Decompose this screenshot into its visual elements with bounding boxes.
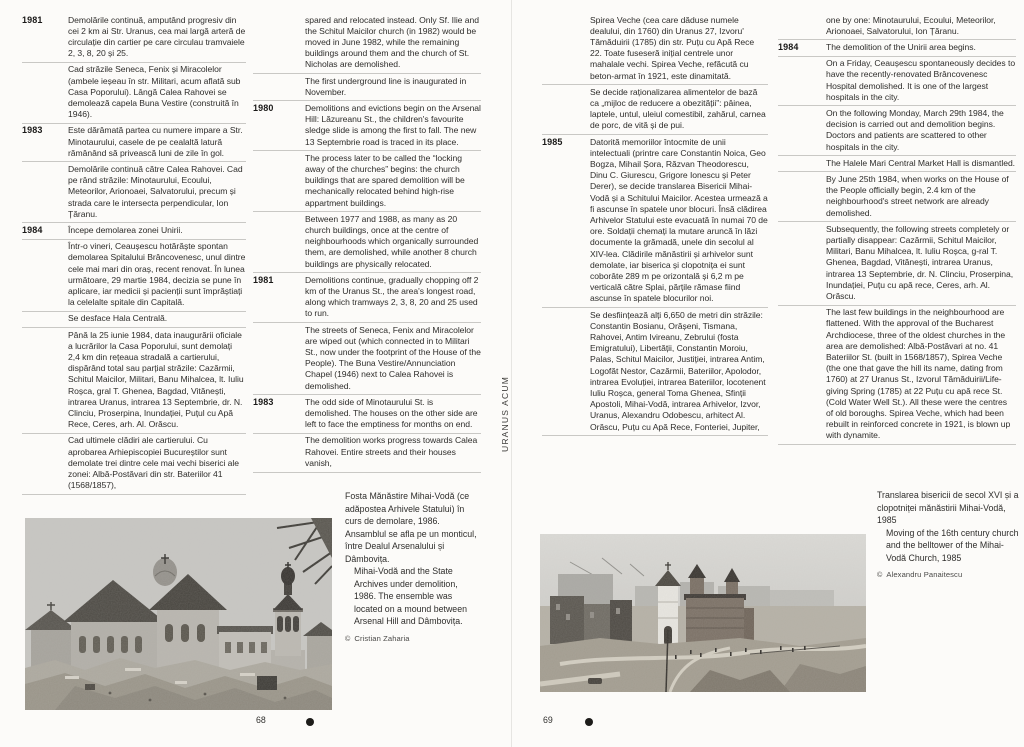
timeline-year <box>22 64 68 120</box>
photo-caption-left <box>345 490 479 645</box>
timeline-year <box>778 224 826 302</box>
page-marker-dot-right <box>585 718 593 726</box>
timeline-text: Cad străzile Seneca, Fenix și Miracolelor (ambele ieșeau în str. Militari, acum aflată sub Casa Poporului). Lângă Calea Rahovei se demolează capela Buna Vestire (construită în 1946). <box>68 64 241 120</box>
timeline-text: Between 1977 and 1988, as many as 20 church buildings, once at the centre of neighbourhoods which organically surrounded them, are demolished, while another 8 church buildings are physically relocated. <box>305 213 479 269</box>
timeline-year: 1981 <box>253 274 274 285</box>
timeline-entry <box>22 63 246 124</box>
timeline-text: Demolările continuă către Calea Rahovei. Cad pe rând străzile: Minotaurului, Ecoului, Meteorilor, Arionoaei, Salvatorului, precum și strada care le intersecta perpendicular, Ion Țăranu. <box>68 163 243 219</box>
timeline-entry <box>778 13 1016 40</box>
timeline-year <box>253 15 305 71</box>
timeline-text: Demolitions continue, gradually chopping off 2 km of the Uranus St., the area's longest road, along which tramways 2, 3, 8, 20 and 25 used to run. <box>305 274 479 319</box>
timeline-year <box>253 214 305 270</box>
timeline-column-ro-right <box>542 13 768 436</box>
timeline-entry <box>22 162 246 223</box>
page-number-left: 68 <box>256 715 266 725</box>
timeline-text: Este dărâmată partea cu numere impare a Str. Minotaurului, casele de pe cealaltă latură rămânând să privească luni de zile în gol. <box>68 125 243 158</box>
timeline-year <box>253 325 305 392</box>
timeline-text: The process later to be called the “locking away of the churches” begins: the church buildings that are spared demolition will be mechanically relocated behind high-rise appartment buildings. <box>305 152 465 208</box>
timeline-year: 1984 <box>22 224 43 235</box>
timeline-entry <box>22 328 246 434</box>
timeline-entry <box>542 13 768 85</box>
timeline-entry <box>22 13 246 63</box>
caption-text-ro: Fosta Mănăstire Mihai-Vodă (ce adăpostea Arhivele Statului) în curs de demolare, 1986. Ansamblul se afla pe un monticul, între Dealul Arsenalului și Dâmbovița. <box>345 491 477 564</box>
timeline-column-ro-left <box>22 13 246 495</box>
timeline-entry <box>778 172 1016 222</box>
page-number-right: 69 <box>543 715 553 725</box>
timeline-text: Cad ultimele clădiri ale cartierului. Cu aprobarea Arhiepiscopiei Bucureștilor sunt demolate trei dintre cele mai vechi biserici ale zonei: Albă-Postăvari din str. Bateriilor 41 (1568/1857), <box>68 435 239 491</box>
timeline-year <box>22 435 68 491</box>
copyright-icon: © <box>877 570 883 579</box>
page-marker-dot-left <box>306 718 314 726</box>
timeline-entry <box>253 151 481 212</box>
timeline-year <box>22 313 68 324</box>
photo-caption-right <box>877 489 1021 582</box>
timeline-year <box>253 153 305 209</box>
timeline-text: Se desființează alți 6,650 de metri din străzile: Constantin Bosianu, Orășeni, Tismana, Rahovei, Antim Ivireanu, Zebrului (fosta Emigratului), Libertății, Constantin Moroiu, Palas, Schitul Maicilor, Justiției, intrarea Antim, Logofăt Nestor, Cazărmii, Bateriilor, Apolodor, intrarea Evoluției, intrarea Bateriilor, locotenent Iuliu Roșca, general Toma Ghenea, Sfinții Apostoli, Mihai-Vodă, intrarea Arhivelor, Izvor, Uranus, Alexandru Odobescu, arhitect Al. Orăscu, Puțu cu Apă Rece, Fonteriei, Jupiter, <box>590 309 766 432</box>
timeline-text: Demolările continuă, amputând progresiv din cei 2 km ai Str. Uranus, cea mai largă arteră de circulație din cartier pe care circulau tramvaiele 2, 3, 8, 20 și 25. <box>68 14 246 59</box>
photo-credit <box>877 569 1021 582</box>
timeline-entry <box>253 74 481 101</box>
timeline-year: 1980 <box>253 102 274 113</box>
timeline-text: Demolitions and evictions begin on the Arsenal Hill: Lăzureanu St., the children's favourite sledge slide is among the first to fall. The new 13 Septembrie road is traced in its place. <box>305 102 481 147</box>
timeline-year: 1981 <box>22 14 43 25</box>
timeline-entry <box>22 434 246 495</box>
timeline-year <box>778 158 826 169</box>
timeline-text: The first underground line is inaugurated in November. <box>305 75 467 97</box>
chapter-title-vertical: URANUS ACUM <box>500 375 510 452</box>
timeline-column-en-right <box>778 13 1016 445</box>
timeline-text: On a Friday, Ceaușescu spontaneously decides to have the recently-renovated Brâncovenesc Hospital demolished. It is one of the largest hospitals in the city. <box>826 58 1016 102</box>
caption-text-ro: Translarea bisericii de secol XVI și a clopotniței mănăstirii Mihai-Vodă, 1985 <box>877 490 1019 525</box>
timeline-entry <box>778 106 1016 156</box>
timeline-entry <box>778 57 1016 107</box>
timeline-year <box>22 164 68 220</box>
timeline-text: Spirea Veche (cea care dăduse numele dealului, din 1760) din Uranus 27, Izvoru' Tămăduirii (1785) din str. Puțu cu Apă Rece 22. Toate fuseseră inițial centrele unor mahalale vechi. Spirea Veche, refăcută cu beton-armat în 1921, este dinamitată. <box>590 14 755 81</box>
timeline-text: Datorită memoriilor întocmite de unii intelectuali (printre care Constantin Noica, Geo Bogza, Mihail Șora, Răzvan Theodorescu, Dinu C. Giurescu, Grigore Ionescu și Peter Derer), se decide translarea Bisericii Mihai-Vodă și a Schitului Maicilor. Acestea urmează a fi ascunse în spatele unor blocuri. Însă clădirea Arhivelor Statului este evacuată în numai 70 de ore. Soldații chemați la mutare aruncă în lăzi documente la grămadă, unele din secolul al XIV-lea. Clădirile mănăstirii și arhivelor sunt demolate, iar biserica și clopotnița ei sunt coborâte 289 m pe orizontală și 6,2 m pe verticală către Splai, părțile rămase fiind ascunse în spatele blocurilor noi. <box>590 136 768 304</box>
copyright-icon: © <box>345 633 351 643</box>
photo-credit-name: Alexandru Panaitescu <box>886 570 963 579</box>
timeline-year: 1984 <box>778 41 799 52</box>
timeline-year <box>22 330 68 431</box>
timeline-entry <box>253 434 481 473</box>
timeline-entry <box>253 395 481 434</box>
timeline-text: Începe demolarea zonei Unirii. <box>68 224 183 235</box>
photo-church-translation <box>540 534 866 692</box>
timeline-entry <box>542 85 768 135</box>
timeline-year <box>778 307 826 441</box>
timeline-entry <box>778 40 1016 56</box>
timeline-year <box>253 435 305 469</box>
timeline-text: Subsequently, the following streets completely or partially disappear: Cazărmii, Schitul Maicilor, Militari, Banu Mihalcea, lt. Iuliu Roșca, g-ral T. Ghenea, Bagdad, Vitănești, intrarea Uranus, intrarea 13 Septembrie, dr. N. Clinciu, Proserpina, Inundației, Puțu cu apă rece, Ceres, arh. Al. Orăscu. <box>826 223 1014 301</box>
caption-text-en: Mihai-Vodă and the State Archives under demolition, 1986. The ensemble was located on a mound between Arsenal Hill and Dâmbovița. <box>354 566 467 626</box>
timeline-entry <box>22 223 246 239</box>
timeline-entry <box>778 222 1016 305</box>
timeline-year <box>542 310 590 433</box>
timeline-text: The demolition works progress towards Calea Rahovei. Entire streets and their houses vanish, <box>305 435 478 468</box>
timeline-entry <box>542 308 768 436</box>
timeline-entry <box>22 312 246 328</box>
photo-credit-name: Cristian Zaharia <box>354 633 410 643</box>
photo-mihai-voda-demolition <box>25 518 332 710</box>
timeline-text: The Halele Mari Central Market Hall is dismantled. <box>826 157 1016 168</box>
caption-text-en: Moving of the 16th century church and the belltower of the Mihai-Vodă Church, 1985 <box>886 527 1019 563</box>
timeline-entry <box>22 240 246 312</box>
timeline-text: By June 25th 1984, when works on the House of the People officially begin, 2.4 km of the neighbourhood's street network are already demolished. <box>826 173 1009 218</box>
timeline-entry <box>542 135 768 308</box>
timeline-text: The last few buildings in the neighbourhood are flattened. With the approval of the Bucharest Archdiocese, three of the oldest churches in the area are demolished: Albă-Postăvari at no. 41 Bateriilor St. (built in 1568/1857), Spirea Veche (the one that gave the hill its name, dating from 1760) at 27 Uranus St., Izvorul Tămăduirii/Life-giving Spring (1785) at 22 Puțu cu apă rece St. (Cold Water Well St.). All these were the centres of old boroughs. Spirea Veche, which had been rebuilt in reinforced concrete in 1921, is blown up with dynamite. <box>826 307 1011 441</box>
timeline-entry <box>22 124 246 163</box>
timeline-year <box>778 15 826 37</box>
timeline-text: Într-o vineri, Ceaușescu hotărăște spontan demolarea Spitalului Brâncovenesc, unul dintre cele mai mari din oraș, recent renovat. În lunea următoare, 29 martie 1984, decizia se pune în aplicare, iar medicii și pacienții sunt împrăștiați la celelalte spitale din Capitală. <box>68 241 246 308</box>
timeline-text: spared and relocated instead. Only Sf. Ilie and the Schitul Maicilor church (in 1982) would be moved in June 1982, while the remaining buildings around them and the church of St. Nicholas are demolished. <box>305 14 479 70</box>
timeline-entry <box>253 273 481 323</box>
timeline-year: 1985 <box>542 136 563 147</box>
photo-credit <box>345 633 479 646</box>
timeline-entry <box>778 306 1016 445</box>
timeline-text: Până la 25 iunie 1984, data inaugurării oficiale a lucrărilor la Casa Poporului, sunt demolați 2,4 km din rețeaua stradală a cartierului, dispărând total sau parțial străzile: Cazărmii, Schitul Maicilor, Militari, Banu Mihalcea, lt. Iuliu Roșca, gral T. Ghenea, Bagdad, Vitănești, intrarea Uranus, intrarea 13 Septembrie, dr. N. Clinciu, Proserpina, Inundației, Puțul cu Apă Rece, Ceres, arh. Al. Orăscu. <box>68 329 244 430</box>
timeline-entry <box>253 212 481 273</box>
timeline-text: The demolition of the Unirii area begins. <box>826 41 976 52</box>
timeline-text: Se decide raționalizarea alimentelor de bază ca „mijloc de reducere a obezității”: pâinea, laptele, untul, uleiul comestibil, zahărul, carnea de porc, de vită și de pui. <box>590 86 766 131</box>
timeline-entry <box>778 156 1016 172</box>
timeline-text: The streets of Seneca, Fenix and Miracolelor are wiped out (which connected in to Militari St., now under the footprint of the House of the People). The Buna Vestire/Annunciation Chapel (1946) next to Calea Rahovei is demolished. <box>305 324 481 391</box>
timeline-entry <box>253 13 481 74</box>
timeline-year <box>778 108 826 153</box>
timeline-column-en-left <box>253 13 481 473</box>
timeline-text: The odd side of Minotaurului St. is demolished. The houses on the other side are left to face the emptiness for months on end. <box>305 396 478 430</box>
timeline-text: one by one: Minotaurului, Ecoului, Meteorilor, Arionoaei, Salvatorului, Ion Țăranu. <box>826 14 996 36</box>
timeline-year <box>778 174 826 219</box>
timeline-year: 1983 <box>253 396 274 407</box>
timeline-year: 1983 <box>22 125 43 136</box>
timeline-year <box>542 15 590 82</box>
timeline-year <box>253 76 305 98</box>
timeline-entry <box>253 101 481 151</box>
timeline-year <box>778 58 826 103</box>
timeline-entry <box>253 323 481 395</box>
timeline-text: On the following Monday, March 29th 1984, the decision is carried out and demolition begins. Doctors and patients are scattered to other hospitals in the city. <box>826 107 1004 152</box>
timeline-year <box>542 87 590 132</box>
timeline-year <box>22 241 68 308</box>
timeline-text: Se desface Hala Centrală. <box>68 313 168 324</box>
